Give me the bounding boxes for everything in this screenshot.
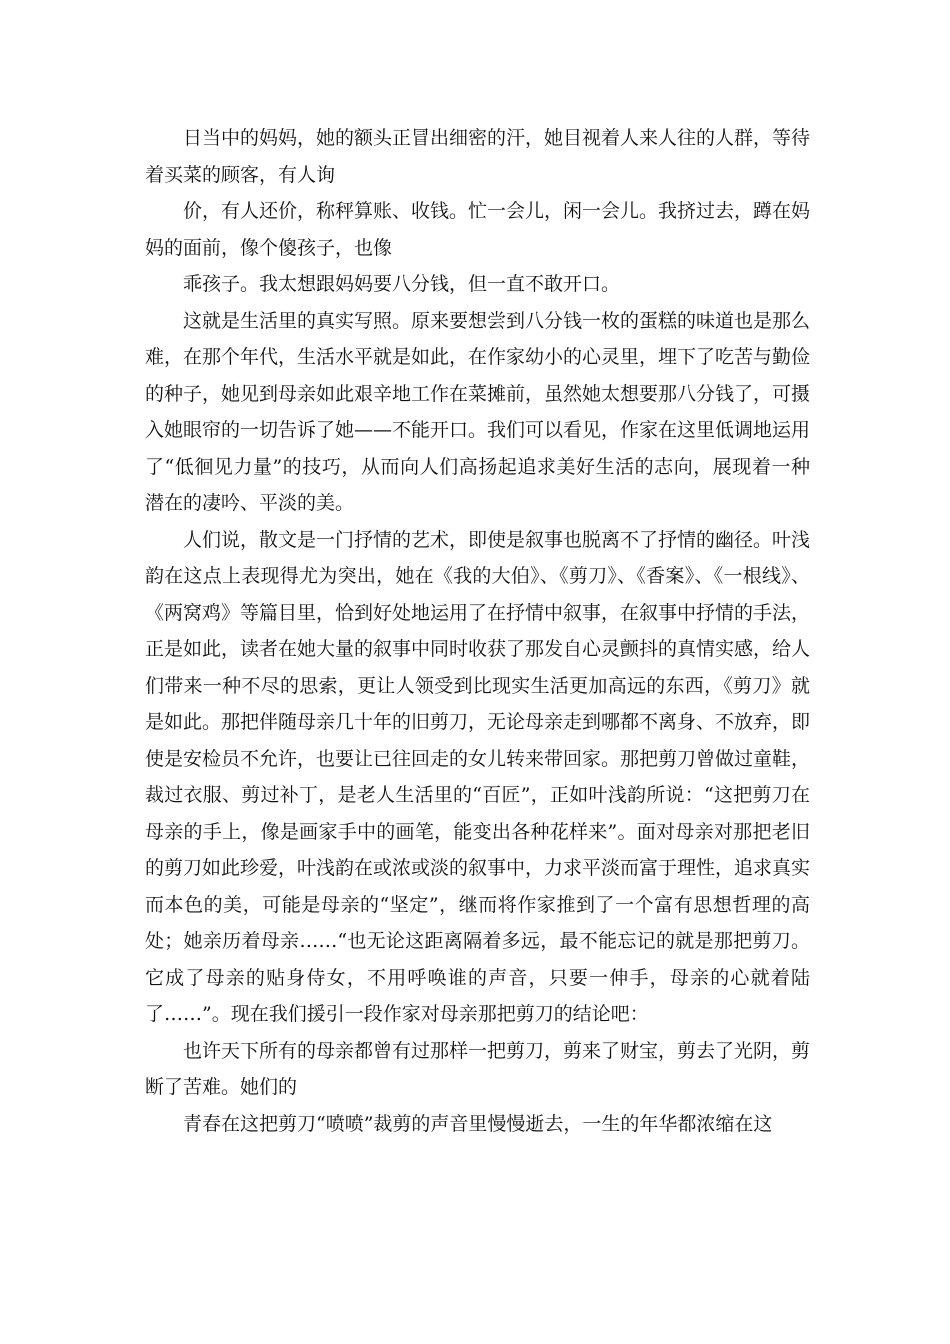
paragraph: 人们说，散文是一门抒情的艺术，即使是叙事也脱离不了抒情的幽径。叶浅韵在这点上表现得尤为突出，她在《我的大伯》、《剪刀》、《香案》、《一根线》、《两窝鸡》等篇目里，恰到好处地运用了在抒情中叙事，在叙事中抒情的手法，正是如此，读者在她大量的叙事中同时收获了那发自心灵颤抖的真情实感，给人们带来一种不尽的思索，更让人领受到比现实生活更加高远的东西，《剪刀》就是如此。那把伴随母亲几十年的旧剪刀，无论母亲走到哪都不离身、不放弃，即使是安检员不允许，也要让已往回走的女儿转来带回家。那把剪刀曾做过童鞋，裁过衣服、剪过补丁，是老人生活里的“百匠”，正如叶浅韵所说：“这把剪刀在母亲的手上，像是画家手中的画笔，能变出各种花样来”。面对母亲对那把老旧的剪刀如此珍爱，叶浅韵在或浓或淡的叙事中，力求平淡而富于理性，追求真实而本色的美，可能是母亲的“坚定”，继而将作家推到了一个富有思想哲理的高处；她亲历着母亲……“也无论这距离隔着多远，最不能忘记的就是那把剪刀。它成了母亲的贴身侍女，不用呼唤谁的声音，只要一伸手，母亲的心就着陆了……”。现在我们援引一段作家对母亲那把剪刀的结论吧： (145, 528, 811, 1025)
paragraph: 日当中的妈妈，她的额头正冒出细密的汗，她目视着人来人往的人群，等待着买菜的顾客，有人询 (145, 127, 811, 186)
paragraph: 乖孩子。我太想跟妈妈要八分钱，但一直不敢开口。 (183, 273, 621, 295)
paragraph: 这就是生活里的真实写照。原来要想尝到八分钱一枚的蛋糕的味道也是那么难，在那个年代，生活水平就是如此，在作家幼小的心灵里，埋下了吃苦与勤俭的种子，她见到母亲如此艰辛地工作在菜摊前，虽然她太想要那八分钱了，可摄入她眼帘的一切告诉了她——不能开口。我们可以看见，作家在这里低调地运用了“低徊见力量”的技巧，从而向人们高扬起追求美好生活的志向，展现着一种潜在的凄吟、平淡的美。 (145, 309, 811, 514)
paragraph: 也许天下所有的母亲都曾有过那样一把剪刀，剪来了财宝，剪去了光阴，剪断了苦难。她们的 (145, 1039, 811, 1098)
paragraph: 价，有人还价，称秤算账、收钱。忙一会儿，闲一会儿。我挤过去，蹲在妈妈的面前，像个傻孩子，也像 (145, 200, 811, 259)
paragraph: 青春在这把剪刀“喷喷”裁剪的声音里慢慢逝去，一生的年华都浓缩在这 (183, 1112, 773, 1135)
document-body (145, 120, 810, 1142)
